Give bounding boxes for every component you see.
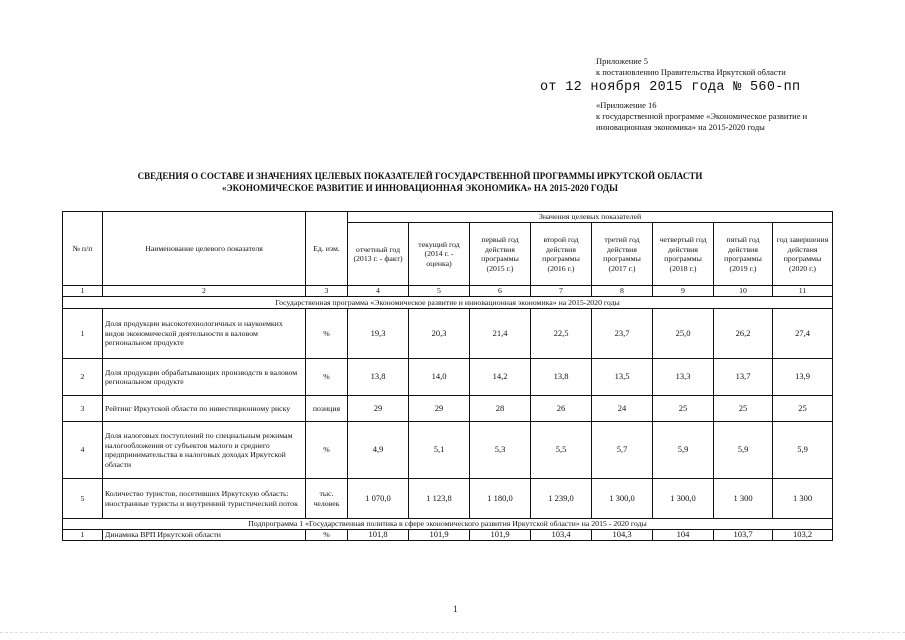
value-2020: 1 300	[773, 479, 833, 519]
header-values-group: Значения целевых показателей	[348, 212, 833, 223]
section-subprogram-title: Подпрограмма 1 «Государственная политика в сфере экономического развития Иркутской области» на 2015 - 2020 годы	[63, 519, 833, 530]
row-number: 1	[63, 530, 103, 541]
value-2016: 1 239,0	[531, 479, 592, 519]
column-number: 7	[531, 286, 592, 297]
value-2016: 5,5	[531, 422, 592, 479]
table-row	[63, 396, 833, 422]
header-year-2013: отчетный год (2013 г. - факт)	[348, 223, 409, 286]
value-2013: 13,8	[348, 359, 409, 396]
value-2016: 103,4	[531, 530, 592, 541]
value-2015: 1 180,0	[470, 479, 531, 519]
table-row	[63, 359, 833, 396]
column-number: 2	[103, 286, 306, 297]
value-2015: 14,2	[470, 359, 531, 396]
value-2020: 25	[773, 396, 833, 422]
header-year-2015: первый год действия программы (2015 г.)	[470, 223, 531, 286]
scan-artifact-line	[0, 632, 905, 635]
indicator-unit: %	[306, 309, 348, 359]
column-number: 3	[306, 286, 348, 297]
indicator-unit: %	[306, 359, 348, 396]
value-2014: 14,0	[409, 359, 470, 396]
table-row	[63, 479, 833, 519]
value-2015: 101,9	[470, 530, 531, 541]
indicator-name: Доля продукции высокотехнологичных и наукоемких видов экономической деятельности в валовом региональном продукте	[103, 309, 306, 359]
document-title-line-1: СВЕДЕНИЯ О СОСТАВЕ И ЗНАЧЕНИЯХ ЦЕЛЕВЫХ ПОКАЗАТЕЛЕЙ ГОСУДАРСТВЕННОЙ ПРОГРАММЫ ИРКУТСКОЙ ОБЛАСТИ	[137, 171, 703, 181]
indicator-name: Доля налоговых поступлений по специальным режимам налогообложения от субъектов малого и среднего предпринимательства в налоговых доходах Иркутской области	[103, 422, 306, 479]
value-2013: 101,8	[348, 530, 409, 541]
value-2019: 1 300	[714, 479, 773, 519]
value-2017: 104,3	[592, 530, 653, 541]
indicator-unit: позиция	[306, 396, 348, 422]
value-2014: 1 123,8	[409, 479, 470, 519]
column-number: 6	[470, 286, 531, 297]
header-year-2020: год завершения действия программы (2020 г.)	[773, 223, 833, 286]
table-row	[63, 422, 833, 479]
row-number: 3	[63, 396, 103, 422]
value-2018: 104	[653, 530, 714, 541]
column-number: 8	[592, 286, 653, 297]
resolution-date-stamp: от 12 ноября 2015 года № 560-пп	[540, 80, 801, 95]
header-year-2019: пятый год действия программы (2019 г.)	[714, 223, 773, 286]
appendix-5-title: Приложение 5	[596, 56, 648, 66]
header-num: № п/п	[63, 212, 103, 286]
table-row	[63, 530, 833, 541]
value-2020: 13,9	[773, 359, 833, 396]
header-year-2018: четвертый год действия программы (2018 г.)	[653, 223, 714, 286]
indicator-unit: тыс. человек	[306, 479, 348, 519]
value-2013: 1 070,0	[348, 479, 409, 519]
value-2020: 27,4	[773, 309, 833, 359]
appendix-5-reference: к постановлению Правительства Иркутской области	[596, 67, 786, 77]
row-number: 4	[63, 422, 103, 479]
value-2017: 1 300,0	[592, 479, 653, 519]
header-year-2014: текущий год (2014 г. - оценка)	[409, 223, 470, 286]
value-2018: 25	[653, 396, 714, 422]
column-number: 10	[714, 286, 773, 297]
column-number: 1	[63, 286, 103, 297]
value-2015: 5,3	[470, 422, 531, 479]
value-2019: 103,7	[714, 530, 773, 541]
row-number: 1	[63, 309, 103, 359]
value-2017: 23,7	[592, 309, 653, 359]
value-2016: 26	[531, 396, 592, 422]
value-2018: 5,9	[653, 422, 714, 479]
header-year-2017: третий год действия программы (2017 г.)	[592, 223, 653, 286]
indicators-table	[62, 211, 833, 541]
value-2019: 13,7	[714, 359, 773, 396]
value-2016: 22,5	[531, 309, 592, 359]
document-title-line-2: «ЭКОНОМИЧЕСКОЕ РАЗВИТИЕ И ИННОВАЦИОННАЯ ЭКОНОМИКА» НА 2015-2020 ГОДЫ	[222, 183, 618, 193]
value-2014: 29	[409, 396, 470, 422]
value-2013: 4,9	[348, 422, 409, 479]
value-2015: 28	[470, 396, 531, 422]
indicator-unit: %	[306, 530, 348, 541]
header-year-2016: второй год действия программы (2016 г.)	[531, 223, 592, 286]
indicator-unit: %	[306, 422, 348, 479]
document-title	[60, 170, 780, 194]
value-2013: 19,3	[348, 309, 409, 359]
column-number-row	[63, 286, 833, 297]
appendix-16-line-2: инновационная экономика» на 2015-2020 годы	[596, 122, 765, 132]
value-2015: 21,4	[470, 309, 531, 359]
header-unit: Ед. изм.	[306, 212, 348, 286]
value-2018: 25,0	[653, 309, 714, 359]
indicator-name: Количество туристов, посетивших Иркутскую область: иностранные туристы и внутренний туристический поток	[103, 479, 306, 519]
value-2014: 5,1	[409, 422, 470, 479]
header-indicator-name: Наименование целевого показателя	[103, 212, 306, 286]
value-2017: 24	[592, 396, 653, 422]
appendix-16-title: «Приложение 16	[596, 100, 657, 110]
indicator-name: Доля продукции обрабатывающих производств в валовом региональном продукте	[103, 359, 306, 396]
row-number: 5	[63, 479, 103, 519]
value-2014: 20,3	[409, 309, 470, 359]
value-2020: 103,2	[773, 530, 833, 541]
value-2019: 25	[714, 396, 773, 422]
section-program-title: Государственная программа «Экономическое развитие и инновационная экономика» на 2015-2020 годы	[63, 297, 833, 309]
table-row	[63, 309, 833, 359]
value-2014: 101,9	[409, 530, 470, 541]
indicator-name: Рейтинг Иркутской области по инвестиционному риску	[103, 396, 306, 422]
appendix-16-line-1: к государственной программе «Экономическое развитие и	[596, 111, 808, 121]
appendix-16-block	[596, 100, 876, 133]
value-2013: 29	[348, 396, 409, 422]
column-number: 11	[773, 286, 833, 297]
value-2018: 13,3	[653, 359, 714, 396]
page-number: 1	[453, 604, 458, 614]
value-2019: 5,9	[714, 422, 773, 479]
value-2016: 13,8	[531, 359, 592, 396]
value-2020: 5,9	[773, 422, 833, 479]
value-2018: 1 300,0	[653, 479, 714, 519]
value-2017: 13,5	[592, 359, 653, 396]
column-number: 9	[653, 286, 714, 297]
value-2019: 26,2	[714, 309, 773, 359]
indicator-name: Динамика ВРП Иркутской области	[103, 530, 306, 541]
column-number: 4	[348, 286, 409, 297]
column-number: 5	[409, 286, 470, 297]
row-number: 2	[63, 359, 103, 396]
value-2017: 5,7	[592, 422, 653, 479]
